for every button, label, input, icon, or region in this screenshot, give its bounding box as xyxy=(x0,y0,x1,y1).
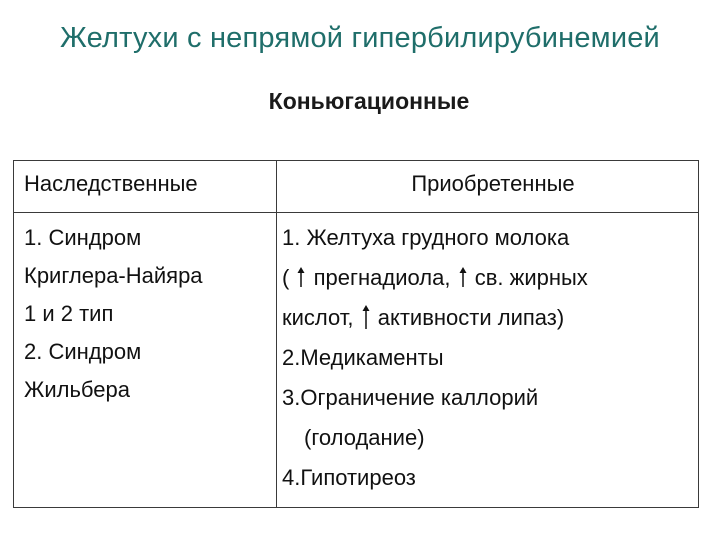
acquired-line xyxy=(282,219,696,259)
hereditary-line: 2. Синдром xyxy=(24,339,142,364)
acquired-line: (голодание) xyxy=(304,425,425,450)
acquired-line: 4.Гипотиреоз xyxy=(282,465,416,490)
acquired-line-text: ( xyxy=(282,265,290,290)
hereditary-line: Жильбера xyxy=(24,377,130,402)
acquired-line-text: прегнадиола, xyxy=(313,265,451,290)
up-arrow-icon xyxy=(295,266,307,288)
header-hereditary: Наследственные xyxy=(24,171,198,196)
acquired-line-text: кислот, xyxy=(282,305,354,330)
acquired-cell xyxy=(282,219,696,499)
hereditary-line: 1. Синдром xyxy=(24,225,142,250)
acquired-line-text: св. жирных xyxy=(474,265,588,290)
classification-table xyxy=(13,160,699,508)
hereditary-cell xyxy=(24,219,272,409)
slide-subtitle: Коньюгационные xyxy=(268,88,470,114)
hereditary-line: 1 и 2 тип xyxy=(24,301,114,326)
slide-title: Желтухи с непрямой гипербилирубинемией xyxy=(60,22,660,54)
hereditary-line: Криглера-Найяра xyxy=(24,263,203,288)
acquired-line: 2.Медикаменты xyxy=(282,345,444,370)
up-arrow-icon xyxy=(457,266,469,288)
up-arrow-icon xyxy=(360,304,372,330)
acquired-line xyxy=(282,259,696,299)
header-acquired: Приобретенные xyxy=(411,171,575,196)
acquired-line xyxy=(282,299,696,339)
acquired-line: 3.Ограничение каллорий xyxy=(282,385,539,410)
header-divider xyxy=(14,212,698,213)
acquired-line-text: активности липаз) xyxy=(377,305,565,330)
acquired-line-text: 1. Желтуха грудного молока xyxy=(282,225,570,250)
